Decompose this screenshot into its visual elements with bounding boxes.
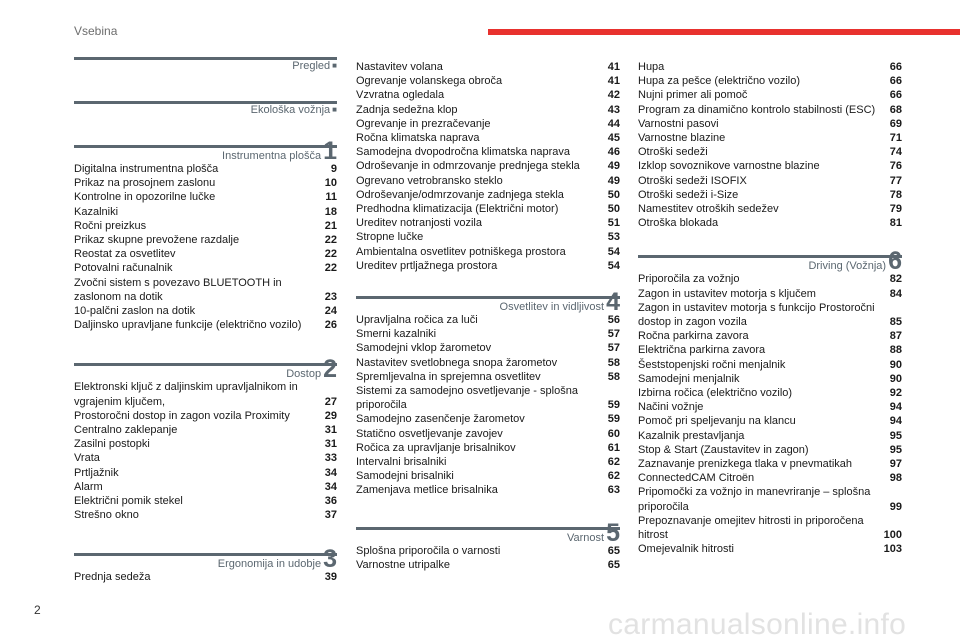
toc-entry-page: 66 xyxy=(889,75,902,88)
toc-entry[interactable] xyxy=(638,159,902,173)
toc-entries xyxy=(638,272,902,556)
toc-entry[interactable] xyxy=(356,327,620,341)
toc-entry-page: 69 xyxy=(889,117,902,130)
toc-entry-page: 99 xyxy=(889,500,902,513)
toc-entry-page: 100 xyxy=(883,529,902,542)
toc-entry[interactable] xyxy=(74,162,337,176)
toc-entry[interactable] xyxy=(638,103,902,117)
toc-entry-page: 24 xyxy=(324,305,337,318)
toc-entry-title: Električni pomik stekel xyxy=(74,495,183,508)
section-number: 1 xyxy=(323,137,337,165)
toc-entry-title: ConnectedCAM Citroën xyxy=(638,472,755,485)
toc-entry-page: 43 xyxy=(607,103,620,116)
toc-entry-page: 56 xyxy=(607,314,620,327)
toc-entry-page: 50 xyxy=(607,203,620,216)
toc-entry-page: 54 xyxy=(607,245,620,258)
toc-entry[interactable] xyxy=(74,423,337,437)
toc-entry-page: 95 xyxy=(889,443,902,456)
toc-entry[interactable] xyxy=(638,216,902,230)
toc-entry[interactable] xyxy=(74,205,337,219)
toc-entry-title: Omejevalnik hitrosti xyxy=(638,543,734,556)
toc-entry[interactable] xyxy=(74,304,337,318)
toc-entry[interactable] xyxy=(638,272,902,286)
toc-entry-title: Ogrevanje in prezračevanje xyxy=(356,117,491,130)
section-number: 5 xyxy=(606,518,620,547)
toc-entry-page: 81 xyxy=(889,217,902,230)
toc-entry-title: Izbirna ročica (električno vozilo) xyxy=(638,387,793,400)
toc-entry-title: Otroška blokada xyxy=(638,217,719,230)
toc-entry[interactable] xyxy=(638,202,902,216)
toc-entry-title: Pomoč pri speljevanju na klancu xyxy=(638,415,796,428)
toc-entry[interactable] xyxy=(74,380,337,408)
toc-entry[interactable] xyxy=(74,508,337,522)
toc-entry-title: Samodejni brisalniki xyxy=(356,470,454,483)
toc-entry-page: 90 xyxy=(889,372,902,385)
toc-entry-title: Zamenjava metlice brisalnika xyxy=(356,484,498,497)
toc-entry[interactable] xyxy=(638,429,902,443)
toc-entry-title: Zadnja sedežna klop xyxy=(356,103,458,116)
toc-entry[interactable] xyxy=(638,301,902,329)
toc-entry-page: 45 xyxy=(607,132,620,145)
toc-entry[interactable] xyxy=(356,370,620,384)
toc-entry-title: Šeststopenjski ročni menjalnik xyxy=(638,358,786,371)
toc-entry-page: 94 xyxy=(889,415,902,428)
toc-entry-page: 66 xyxy=(889,89,902,102)
toc-entry[interactable] xyxy=(74,494,337,508)
toc-entry[interactable] xyxy=(638,287,902,301)
toc-entry-title: Samodejni menjalnik xyxy=(638,372,740,385)
toc-entry[interactable] xyxy=(638,400,902,414)
toc-entry[interactable] xyxy=(356,159,620,173)
toc-entry[interactable] xyxy=(356,483,620,497)
toc-entry-page: 10 xyxy=(324,177,337,190)
toc-entry-page: 41 xyxy=(607,75,620,88)
toc-entry-page: 31 xyxy=(324,424,337,437)
toc-entry[interactable] xyxy=(638,443,902,457)
toc-entry-page: 33 xyxy=(324,452,337,465)
toc-entry-page: 37 xyxy=(324,509,337,522)
toc-entry[interactable] xyxy=(74,570,337,584)
toc-entry[interactable] xyxy=(356,356,620,370)
toc-entries xyxy=(356,60,620,273)
toc-entry[interactable] xyxy=(356,441,620,455)
toc-entry-title: 10-palčni zaslon na dotik xyxy=(74,305,196,318)
toc-entry-page: 68 xyxy=(889,103,902,116)
toc-entry-title: Otroški sedeži xyxy=(638,146,708,159)
toc-entry[interactable] xyxy=(356,469,620,483)
toc-entry-page: 59 xyxy=(607,413,620,426)
toc-entry[interactable] xyxy=(74,219,337,233)
toc-entries xyxy=(356,313,620,498)
toc-entry-page: 71 xyxy=(889,132,902,145)
section-number: 3 xyxy=(323,545,337,574)
toc-entry-title: Hupa za pešce (električno vozilo) xyxy=(638,75,801,88)
toc-entry-title: Varnostne utripalke xyxy=(356,558,450,571)
toc-entry-page: 57 xyxy=(607,328,620,341)
toc-entry-title: Centralno zaklepanje xyxy=(74,424,178,437)
toc-entry[interactable] xyxy=(638,358,902,372)
toc-entry-title: Reostat za osvetlitev xyxy=(74,248,176,261)
toc-entry[interactable] xyxy=(638,117,902,131)
toc-section-ekoloska-voznja xyxy=(74,96,337,116)
toc-entry-title: Otroški sedeži i-Size xyxy=(638,188,739,201)
toc-entry-page: 103 xyxy=(883,543,902,556)
toc-entry[interactable] xyxy=(638,131,902,145)
toc-entry[interactable] xyxy=(74,276,337,304)
toc-entry-title: Prepoznavanje omejitev hitrosti in priporočena hitrost xyxy=(638,514,864,542)
toc-entry[interactable] xyxy=(74,176,337,190)
toc-entry[interactable] xyxy=(638,372,902,386)
toc-section xyxy=(74,545,337,584)
toc-entry-page: 66 xyxy=(889,61,902,73)
toc-entry-title: Vzvratna ogledala xyxy=(356,89,445,102)
toc-entry-title: Prikaz na prosojnem zaslonu xyxy=(74,177,216,190)
toc-entry[interactable] xyxy=(638,88,902,102)
toc-entry-page: 41 xyxy=(607,61,620,73)
section-header xyxy=(638,247,902,276)
toc-entry-page: 62 xyxy=(607,456,620,469)
toc-entry[interactable] xyxy=(638,457,902,471)
toc-entry-page: 26 xyxy=(324,319,337,332)
toc-entry-title: Ročna parkirna zavora xyxy=(638,330,749,343)
toc-entries xyxy=(74,570,337,584)
toc-section xyxy=(356,518,620,572)
toc-entry-title: Prtljažnik xyxy=(74,466,119,479)
toc-entry-page: 59 xyxy=(607,399,620,412)
toc-entries xyxy=(356,544,620,572)
section-number: 6 xyxy=(888,247,902,276)
toc-entry[interactable] xyxy=(638,60,902,74)
toc-entry-page: 90 xyxy=(889,358,902,371)
toc-entry-page: 39 xyxy=(324,571,337,584)
toc-entry-title: Nujni primer ali pomoč xyxy=(638,89,748,102)
toc-entry-title: Ročni preizkus xyxy=(74,219,147,232)
toc-entry-title: Kazalniki xyxy=(74,205,119,218)
toc-section xyxy=(356,288,620,498)
toc-entry-page: 53 xyxy=(607,231,620,244)
toc-entry-title: Daljinsko upravljane funkcije (električno vozilo) xyxy=(74,319,302,332)
toc-entry-title: Samodejno zasenčenje žarometov xyxy=(356,413,525,426)
toc-entry-title: Alarm xyxy=(74,480,103,493)
toc-entry-page: 57 xyxy=(607,342,620,355)
toc-entry-page: 31 xyxy=(324,438,337,451)
toc-entry-page: 74 xyxy=(889,146,902,159)
toc-entry-page: 42 xyxy=(607,89,620,102)
toc-section-pregled xyxy=(74,52,337,72)
toc-entry-title: Kazalnik prestavljanja xyxy=(638,429,745,442)
toc-entry-page: 61 xyxy=(607,441,620,454)
toc-entry-title: Upravljalna ročica za luči xyxy=(356,314,478,327)
section-title: Osvetlitev in vidljivost xyxy=(499,301,605,314)
toc-entry-title: Digitalna instrumentna plošča xyxy=(74,163,219,175)
toc-entry-title: Ogrevanje volanskega obroča xyxy=(356,75,503,88)
toc-entry-title: Zasilni postopki xyxy=(74,438,150,451)
toc-entry-title: Varnostne blazine xyxy=(638,132,726,145)
toc-entry[interactable] xyxy=(356,188,620,202)
toc-entry-title: Predhodna klimatizacija (Električni motor) xyxy=(356,203,559,216)
toc-entry[interactable] xyxy=(638,74,902,88)
toc-entry[interactable] xyxy=(356,202,620,216)
toc-entry-page: 21 xyxy=(324,219,337,232)
toc-entry[interactable] xyxy=(74,190,337,204)
toc-entry[interactable] xyxy=(356,427,620,441)
toc-entry[interactable] xyxy=(74,437,337,451)
toc-entry-title: Priporočila za vožnjo xyxy=(638,273,740,286)
toc-column-2 xyxy=(356,60,620,572)
toc-entry-title: Zvočni sistem s povezavo BLUETOOTH in zaslonom na dotik xyxy=(74,276,282,303)
toc-entry-title: Nastavitev svetlobnega snopa žarometov xyxy=(356,356,558,369)
toc-entry-title: Nastavitev volana xyxy=(356,61,443,73)
toc-entry-page: 77 xyxy=(889,174,902,187)
toc-entry-title: Prostoročni dostop in zagon vozila Proximity xyxy=(74,409,290,422)
toc-column-3 xyxy=(638,60,902,557)
toc-entry-page: 65 xyxy=(607,558,620,571)
toc-entry-title: Potovalni računalnik xyxy=(74,262,173,275)
toc-entry-title: Odroševanje in odmrzovanje prednjega stekla xyxy=(356,160,580,173)
toc-entry-page: 82 xyxy=(889,273,902,286)
toc-entry-title: Spremljevalna in sprejemna osvetlitev xyxy=(356,370,541,383)
toc-entry[interactable] xyxy=(74,451,337,465)
toc-entry-page: 54 xyxy=(607,259,620,272)
toc-entries xyxy=(74,162,337,332)
toc-entry-title: Stop & Start (Zaustavitev in zagon) xyxy=(638,443,809,456)
toc-entry[interactable] xyxy=(356,455,620,469)
toc-entry[interactable] xyxy=(74,318,337,332)
toc-entry-title: Samodejni vklop žarometov xyxy=(356,342,492,355)
toc-entry-page: 44 xyxy=(607,117,620,130)
toc-entry-title: Odroševanje/odmrzovanje zadnjega stekla xyxy=(356,188,564,201)
section-title: Ekološka vožnja xyxy=(250,104,331,116)
section-header xyxy=(74,52,337,72)
section-header xyxy=(74,545,337,574)
toc-entry-page: 9 xyxy=(330,163,337,175)
toc-entry-page: 46 xyxy=(607,146,620,159)
toc-entry-page: 76 xyxy=(889,160,902,173)
toc-entry-page: 49 xyxy=(607,160,620,173)
toc-entry[interactable] xyxy=(356,216,620,230)
toc-entry-page: 58 xyxy=(607,370,620,383)
toc-entry-title: Ročica za upravljanje brisalnikov xyxy=(356,441,516,454)
toc-column-1 xyxy=(74,52,337,585)
toc-entry-title: Program za dinamično kontrolo stabilnosti (ESC) xyxy=(638,103,876,116)
section-header xyxy=(74,355,337,384)
toc-entry-title: Pripomočki za vožnjo in manevriranje – splošna priporočila xyxy=(638,486,871,513)
toc-section xyxy=(74,137,337,332)
section-header xyxy=(74,96,337,116)
toc-entry-page: 88 xyxy=(889,344,902,357)
toc-entry[interactable] xyxy=(638,145,902,159)
section-number: 4 xyxy=(606,288,620,317)
toc-section-continued xyxy=(638,60,902,230)
toc-entry[interactable] xyxy=(356,103,620,117)
toc-entry[interactable] xyxy=(74,233,337,247)
section-title: Instrumentna plošča xyxy=(222,150,322,162)
toc-entry-page: 79 xyxy=(889,203,902,216)
section-title: Pregled xyxy=(292,60,331,72)
toc-entry-page: 34 xyxy=(324,480,337,493)
toc-entry-page: 22 xyxy=(324,248,337,261)
toc-entry-title: Ureditev notranjosti vozila xyxy=(356,217,482,230)
toc-entry-title: Strešno okno xyxy=(74,509,139,522)
toc-entry[interactable] xyxy=(74,480,337,494)
section-header xyxy=(356,518,620,547)
toc-entry[interactable] xyxy=(638,471,902,485)
toc-entry-page: 50 xyxy=(607,188,620,201)
toc-entry-title: Izklop sovoznikove varnostne blazine xyxy=(638,160,820,173)
watermark: carmanualsonline.info xyxy=(608,608,907,641)
page-number: 2 xyxy=(34,603,41,617)
toc-entry[interactable] xyxy=(356,230,620,244)
toc-entry[interactable] xyxy=(356,341,620,355)
toc-entry-page: 84 xyxy=(889,287,902,300)
toc-entry-title: Samodejna dvopodročna klimatska naprava xyxy=(356,146,571,159)
toc-entry-page: 34 xyxy=(324,466,337,479)
toc-entry[interactable] xyxy=(356,174,620,188)
toc-entry-page: 49 xyxy=(607,174,620,187)
toc-entry[interactable] xyxy=(356,88,620,102)
toc-entry[interactable] xyxy=(638,329,902,343)
toc-entry-page: 65 xyxy=(607,544,620,557)
toc-section xyxy=(74,355,337,522)
toc-entry-title: Hupa xyxy=(638,61,665,73)
toc-entries xyxy=(74,380,337,522)
toc-entry-title: Stropne lučke xyxy=(356,231,424,244)
toc-entry-page: 87 xyxy=(889,330,902,343)
toc-entry-title: Zaznavanje prenizkega tlaka v pnevmatikah xyxy=(638,458,853,471)
section-title: Varnost xyxy=(567,531,605,544)
toc-entry[interactable] xyxy=(356,60,620,74)
toc-entry-page: 58 xyxy=(607,356,620,369)
toc-entry[interactable] xyxy=(638,485,902,513)
toc-entry-title: Električna parkirna zavora xyxy=(638,344,766,357)
toc-entry-title: Ambientalna osvetlitev potniškega prostora xyxy=(356,245,566,258)
toc-entry[interactable] xyxy=(356,544,620,558)
toc-entry-title: Intervalni brisalniki xyxy=(356,456,447,469)
toc-entry[interactable] xyxy=(356,558,620,572)
running-header: Vsebina xyxy=(74,24,118,38)
toc-entry-title: Vrata xyxy=(74,452,100,465)
toc-entry-page: 85 xyxy=(889,316,902,329)
toc-entry-page: 23 xyxy=(324,290,337,303)
toc-entry-title: Namestitev otroških sedežev xyxy=(638,203,779,216)
toc-entry[interactable] xyxy=(74,261,337,275)
toc-entry-title: Ureditev prtljažnega prostora xyxy=(356,259,498,272)
toc-entry-title: Načini vožnje xyxy=(638,401,704,414)
toc-entry[interactable] xyxy=(638,174,902,188)
toc-entry-title: Varnostni pasovi xyxy=(638,117,719,130)
toc-entry-page: 29 xyxy=(324,409,337,422)
toc-entry[interactable] xyxy=(356,245,620,259)
toc-entry-page: 60 xyxy=(607,427,620,440)
toc-entry[interactable] xyxy=(356,74,620,88)
toc-entry[interactable] xyxy=(74,466,337,480)
toc-entry-page: 22 xyxy=(324,262,337,275)
toc-entry-page: 22 xyxy=(324,234,337,247)
toc-entry-page: 62 xyxy=(607,470,620,483)
toc-entry-title: Statično osvetljevanje zavojev xyxy=(356,427,503,440)
toc-entries xyxy=(638,60,902,230)
section-header xyxy=(356,288,620,317)
toc-entry-title: Otroški sedeži ISOFIX xyxy=(638,174,747,187)
toc-entry[interactable] xyxy=(74,409,337,423)
toc-entry[interactable] xyxy=(356,384,620,412)
toc-entry-page: 63 xyxy=(607,484,620,497)
toc-entry[interactable] xyxy=(638,343,902,357)
toc-entry[interactable] xyxy=(638,514,902,542)
section-title: Driving (Vožnja) xyxy=(808,260,887,273)
toc-entry[interactable] xyxy=(356,131,620,145)
toc-entry-page: 97 xyxy=(889,458,902,471)
toc-entry-title: Zagon in ustavitev motorja s funkcijo Prostoročni dostop in zagon vozila xyxy=(638,301,875,329)
toc-entry-page: 94 xyxy=(889,401,902,414)
toc-entry-page: 98 xyxy=(889,472,902,485)
toc-entry[interactable] xyxy=(356,259,620,273)
section-title: Ergonomija in udobje xyxy=(217,558,322,571)
toc-entry-page: 78 xyxy=(889,188,902,201)
toc-entry-title: Splošna priporočila o varnosti xyxy=(356,544,501,557)
toc-entry[interactable] xyxy=(638,386,902,400)
toc-entry[interactable] xyxy=(356,412,620,426)
toc-entry-page: 18 xyxy=(324,205,337,218)
toc-entry-title: Ročna klimatska naprava xyxy=(356,132,480,145)
section-header xyxy=(74,137,337,165)
toc-entry-title: Elektronski ključ z daljinskim upravljalnikom in vgrajenim ključem, xyxy=(74,381,298,408)
toc-entry[interactable] xyxy=(356,313,620,327)
toc-entry-page: 11 xyxy=(325,191,337,204)
square-bullet-icon: ■ xyxy=(332,61,337,70)
accent-bar xyxy=(488,29,960,35)
toc-entry-title: Prednja sedeža xyxy=(74,571,151,584)
toc-entry[interactable] xyxy=(356,117,620,131)
toc-entry[interactable] xyxy=(638,542,902,556)
toc-entry-title: Kontrolne in opozorilne lučke xyxy=(74,191,216,204)
toc-entry-page: 95 xyxy=(889,429,902,442)
toc-section xyxy=(638,247,902,556)
toc-entry[interactable] xyxy=(638,188,902,202)
square-bullet-icon: ■ xyxy=(332,105,337,114)
toc-section-continued xyxy=(356,60,620,273)
toc-entry-title: Smerni kazalniki xyxy=(356,328,437,341)
toc-entry-title: Ogrevano vetrobransko steklo xyxy=(356,174,503,187)
toc-entry[interactable] xyxy=(356,145,620,159)
toc-entry-page: 36 xyxy=(324,495,337,508)
toc-entry-title: Zagon in ustavitev motorja s ključem xyxy=(638,287,816,300)
toc-entry-title: Prikaz skupne prevožene razdalje xyxy=(74,234,240,247)
toc-entry-page: 51 xyxy=(607,217,620,230)
toc-entry-page: 27 xyxy=(324,395,337,408)
toc-entry-page: 92 xyxy=(889,387,902,400)
toc-entry[interactable] xyxy=(638,414,902,428)
section-number: 2 xyxy=(323,355,337,384)
toc-entry-title: Sistemi za samodejno osvetljevanje - splošna priporočila xyxy=(356,385,578,412)
section-title: Dostop xyxy=(286,368,322,381)
toc-entry[interactable] xyxy=(74,247,337,261)
